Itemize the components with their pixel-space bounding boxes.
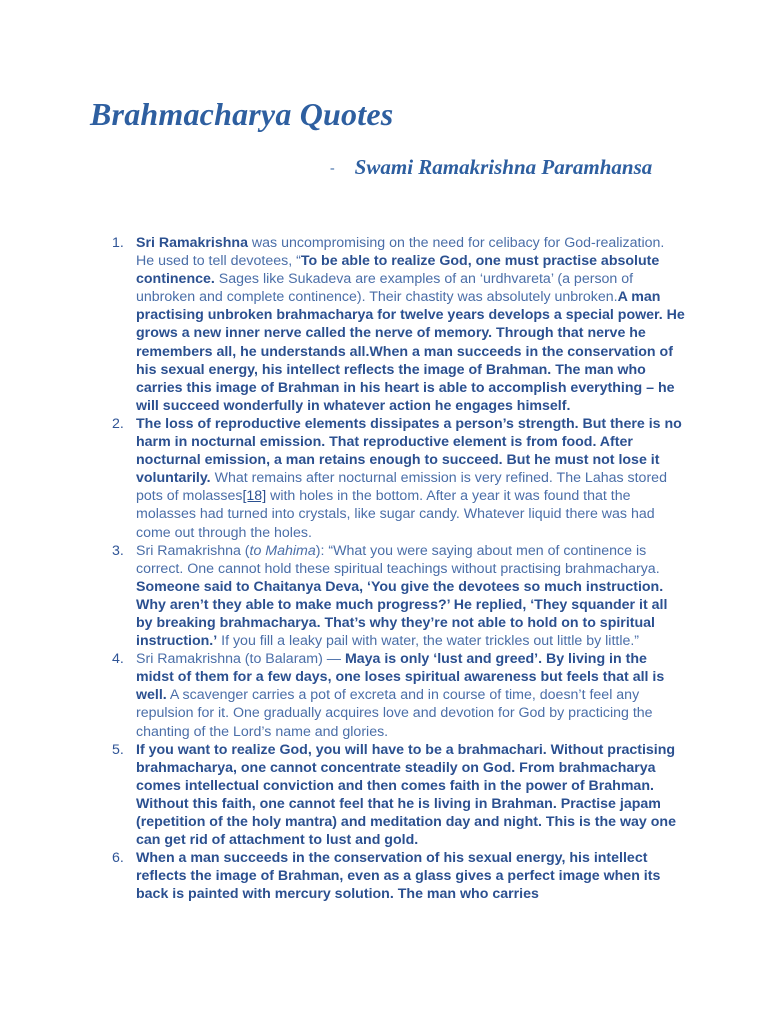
quote-number: 6.	[112, 850, 124, 867]
quote-text: A scavenger carries a pot of excreta and in course of time, doesn’t feel any repulsion for it. One gradually acquires love and devotion for God by practicing the chanting of the Lord’s name and glories.	[136, 687, 653, 740]
quote-item	[110, 650, 685, 740]
quote-number: 4.	[112, 651, 124, 668]
quote-text: Sri Ramakrishna (to Balaram) —	[136, 651, 345, 668]
quote-emphasis-text: Someone said to Chaitanya Deva, ‘You give the devotees so much instruction. Why aren’t they able to make much progress?’ He replied, ‘They squander it all by breaking brahmacharya. That’s why they’re not able to hold on to spiritual instruction.’	[136, 578, 668, 650]
quote-item	[110, 849, 685, 903]
quote-text: If you fill a leaky pail with water, the water trickles out little by little.”	[217, 633, 640, 650]
quote-number: 5.	[112, 741, 124, 758]
footnote-link[interactable]: [18]	[242, 488, 267, 505]
quote-item	[110, 415, 685, 542]
author-name: Swami Ramakrishna Paramhansa	[354, 155, 653, 179]
quote-emphasis-text: Maya is only ‘lust and greed’. By living in the midst of them for a few days, one loses spiritual awareness but feels that all is well.	[136, 651, 665, 704]
page-title: Brahmacharya Quotes	[90, 96, 394, 132]
quote-text: was uncompromising on the need for celibacy for God-realization. He used to tell devotees, “	[136, 235, 665, 270]
quote-number: 2.	[112, 415, 124, 432]
quote-text: Sages like Sukadeva are examples of an ‘urdhvareta’ (a person of unbroken and complete continence). Their chastity was absolutely unbroken.	[136, 271, 634, 306]
quote-text: with holes in the bottom. After a year it was found that the molasses had turned into crystals, like sugar candy. Whatever liquid there was had come out through the holes.	[136, 488, 655, 541]
author-dash: -	[330, 161, 335, 176]
quote-emphasis-text: The loss of reproductive elements dissipates a person’s strength. But there is no harm in nocturnal emission. That reproductive element is from food. After nocturnal emission, a man retains enough to succeed. But he must not lose it voluntarily.	[136, 415, 682, 487]
quote-emphasis-text: When a man succeeds in the conservation of his sexual energy, his intellect reflects the image of Brahman, even as a glass gives a perfect image when its back is painted with mercury solution. The man who carries	[136, 850, 661, 903]
quote-emphasis-text: To be able to realize God, one must practise absolute continence.	[136, 253, 660, 288]
quote-list	[110, 234, 685, 903]
quote-text: ): “What you were saying about men of continence is correct. One cannot hold these spiritual teachings without practising brahmacharya.	[136, 542, 660, 577]
quote-text: What remains after nocturnal emission is very refined. The Lahas stored pots of molasses	[136, 470, 667, 505]
quote-italic-text: to Mahima	[249, 542, 316, 559]
quote-item	[110, 234, 685, 415]
quote-item	[110, 741, 685, 850]
quote-text: Sri Ramakrishna (	[136, 542, 250, 559]
quote-number: 3.	[112, 542, 124, 559]
quote-emphasis-text: Sri Ramakrishna	[136, 235, 248, 251]
quote-emphasis-text: If you want to realize God, you will have to be a brahmachari. Without practising brahmacharya, one cannot concentrate steadily on God. From brahmacharya comes intellectual conviction and then comes faith in the power of Brahman. Without this faith, one cannot feel that he is living in Brahman. Practise japam (repetition of the holy mantra) and meditation day and night. This is the way one can get rid of attachment to lust and gold.	[136, 741, 676, 849]
quote-number: 1.	[112, 235, 124, 251]
author-line	[330, 155, 652, 180]
quote-item	[110, 542, 685, 651]
quote-emphasis-text: A man practising unbroken brahmacharya for twelve years develops a special power. He grows a new inner nerve called the nerve of memory. Through that nerve he remembers all, he understands all.When a man succeeds in the conservation of his sexual energy, his intellect reflects the image of Brahman. The man who carries this image of Brahman in his heart is able to accomplish everything – he will succeed wonderfully in whatever action he engages himself.	[136, 289, 685, 414]
